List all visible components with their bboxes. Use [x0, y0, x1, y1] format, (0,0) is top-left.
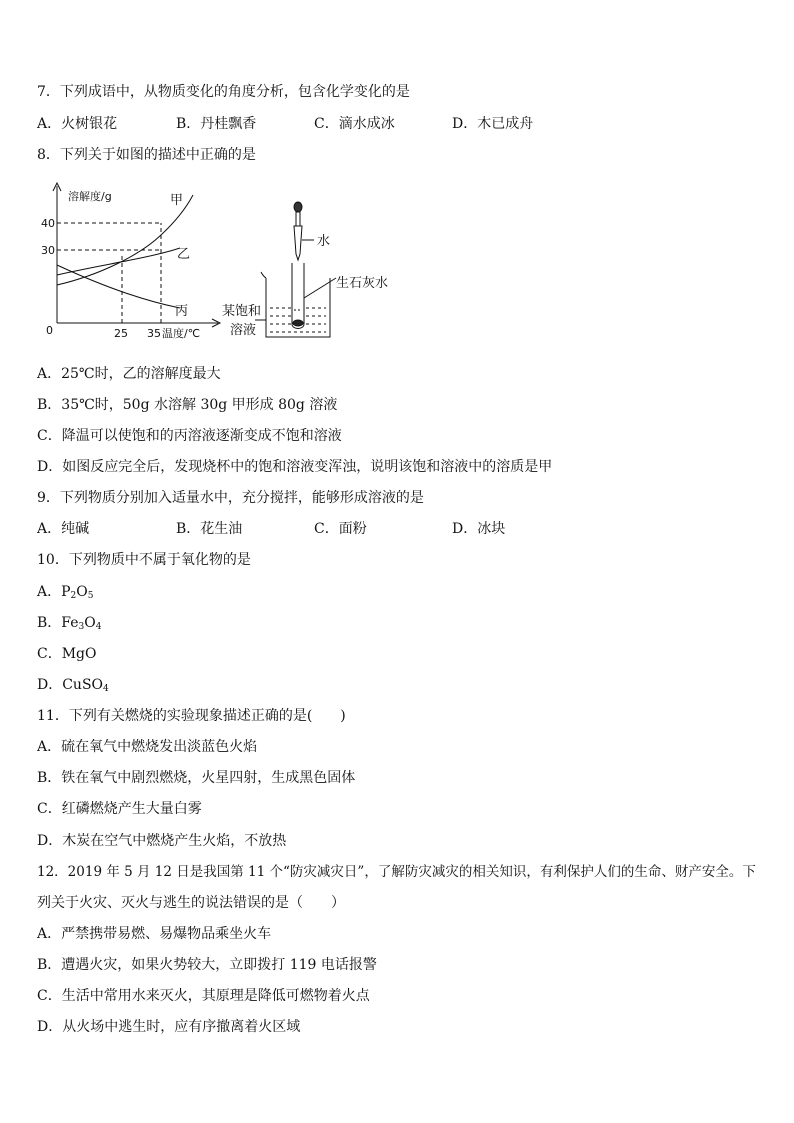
q11-option-b: B．铁在氧气中剧烈燃烧，火星四射，生成黑色固体: [37, 770, 356, 786]
q11-option-c: C．红磷燃烧产生大量白雾: [37, 801, 202, 817]
series-label-bing: 丙: [175, 304, 189, 319]
solubility-chart: [53, 183, 220, 327]
q12-option-a: A．严禁携带易燃、易爆物品乘坐火车: [37, 926, 272, 942]
chart-origin: 0: [46, 324, 53, 337]
q9-option-a: A．纯碱: [37, 521, 90, 537]
q10-option-d: D．CuSO$_4$: [37, 677, 109, 694]
q11-option-a: A．硫在氧气中燃烧发出淡蓝色火焰: [37, 739, 258, 755]
q12-stem-line1: 12．2019 年 5 月 12 日是我国第 11 个“防灾减灾日”，了解防灾减灾的相关知识，有利保护人们的生命、财产安全。下: [37, 864, 756, 880]
ytick-40: 40: [41, 217, 55, 230]
chart-xlabel: 温度/℃: [162, 327, 201, 340]
test-tube: [292, 263, 304, 329]
q8-figure-svg: [30, 180, 410, 345]
q12-option-b: B．遭遇火灾，如果火势较大，立即拨打 119 电话报警: [37, 957, 377, 973]
q10-option-b: B．$Fe_3O_4$: [37, 615, 102, 632]
curve-jia: [57, 195, 193, 285]
dropper-neck: [296, 212, 300, 226]
q8-option-a: A．25℃时，乙的溶解度最大: [37, 366, 221, 382]
q7-option-b: B．丹桂飘香: [176, 116, 257, 132]
q12-stem-line2: 列关于火灾、灭火与逃生的说法错误的是（ ）: [37, 895, 345, 911]
q8-option-d: D．如图反应完全后，发现烧杯中的饱和溶液变浑浊，说明该饱和溶液中的溶质是甲: [37, 459, 553, 475]
q9-option-d: D．冰块: [452, 521, 506, 537]
q12-option-d: D．从火场中逃生时，应有序撤离着火区域: [37, 1019, 301, 1035]
label-tube-content: 生石灰水: [336, 276, 389, 291]
dropper-tube: [294, 226, 302, 260]
chart-ylabel: 溶解度/g: [68, 190, 112, 203]
xtick-25: 25: [114, 327, 128, 340]
label-beaker-line1: 某饱和: [222, 304, 262, 319]
q10-option-a: A．$P_2O_5$: [37, 584, 94, 601]
q7-option-c: C．滴水成冰: [314, 116, 395, 132]
series-label-yi: 乙: [177, 247, 191, 262]
beaker-lip: [261, 272, 266, 278]
label-beaker-line2: 溶液: [230, 323, 257, 338]
q7-option-a: A．火树银花: [37, 116, 118, 132]
q9-option-b: B．花生油: [176, 521, 243, 537]
q8-stem: 8．下列关于如图的描述中正确的是: [37, 147, 256, 163]
q12-option-c: C．生活中常用水来灭火，其原理是降低可燃物着火点: [37, 988, 370, 1004]
q8-option-b: B．35℃时，50g 水溶解 30g 甲形成 80g 溶液: [37, 397, 338, 413]
q10-stem: 10．下列物质中不属于氧化物的是: [37, 552, 251, 568]
q7-stem: 7．下列成语中，从物质变化的角度分析，包含化学变化的是: [37, 84, 410, 100]
ytick-30: 30: [41, 244, 55, 257]
q10-option-c: C．MgO: [37, 646, 97, 662]
series-label-jia: 甲: [170, 193, 184, 208]
q8-figure: [30, 180, 410, 349]
curve-yi: [57, 248, 180, 275]
tube-leader: [304, 278, 336, 298]
q9-option-c: C．面粉: [314, 521, 367, 537]
q11-stem: 11．下列有关燃烧的实验现象描述正确的是( ): [37, 708, 346, 724]
q7-option-d: D．木已成舟: [452, 116, 534, 132]
apparatus: [255, 202, 336, 337]
label-water: 水: [317, 234, 331, 249]
xtick-35: 35: [147, 327, 161, 340]
dropper-bulb: [294, 202, 302, 212]
q11-option-d: D．木炭在空气中燃烧产生火焰，不放热: [37, 833, 287, 849]
tube-solid: [293, 320, 303, 326]
q8-option-c: C．降温可以使饱和的丙溶液逐渐变成不饱和溶液: [37, 428, 342, 444]
q9-stem: 9．下列物质分别加入适量水中，充分搅拌，能够形成溶液的是: [37, 490, 424, 506]
